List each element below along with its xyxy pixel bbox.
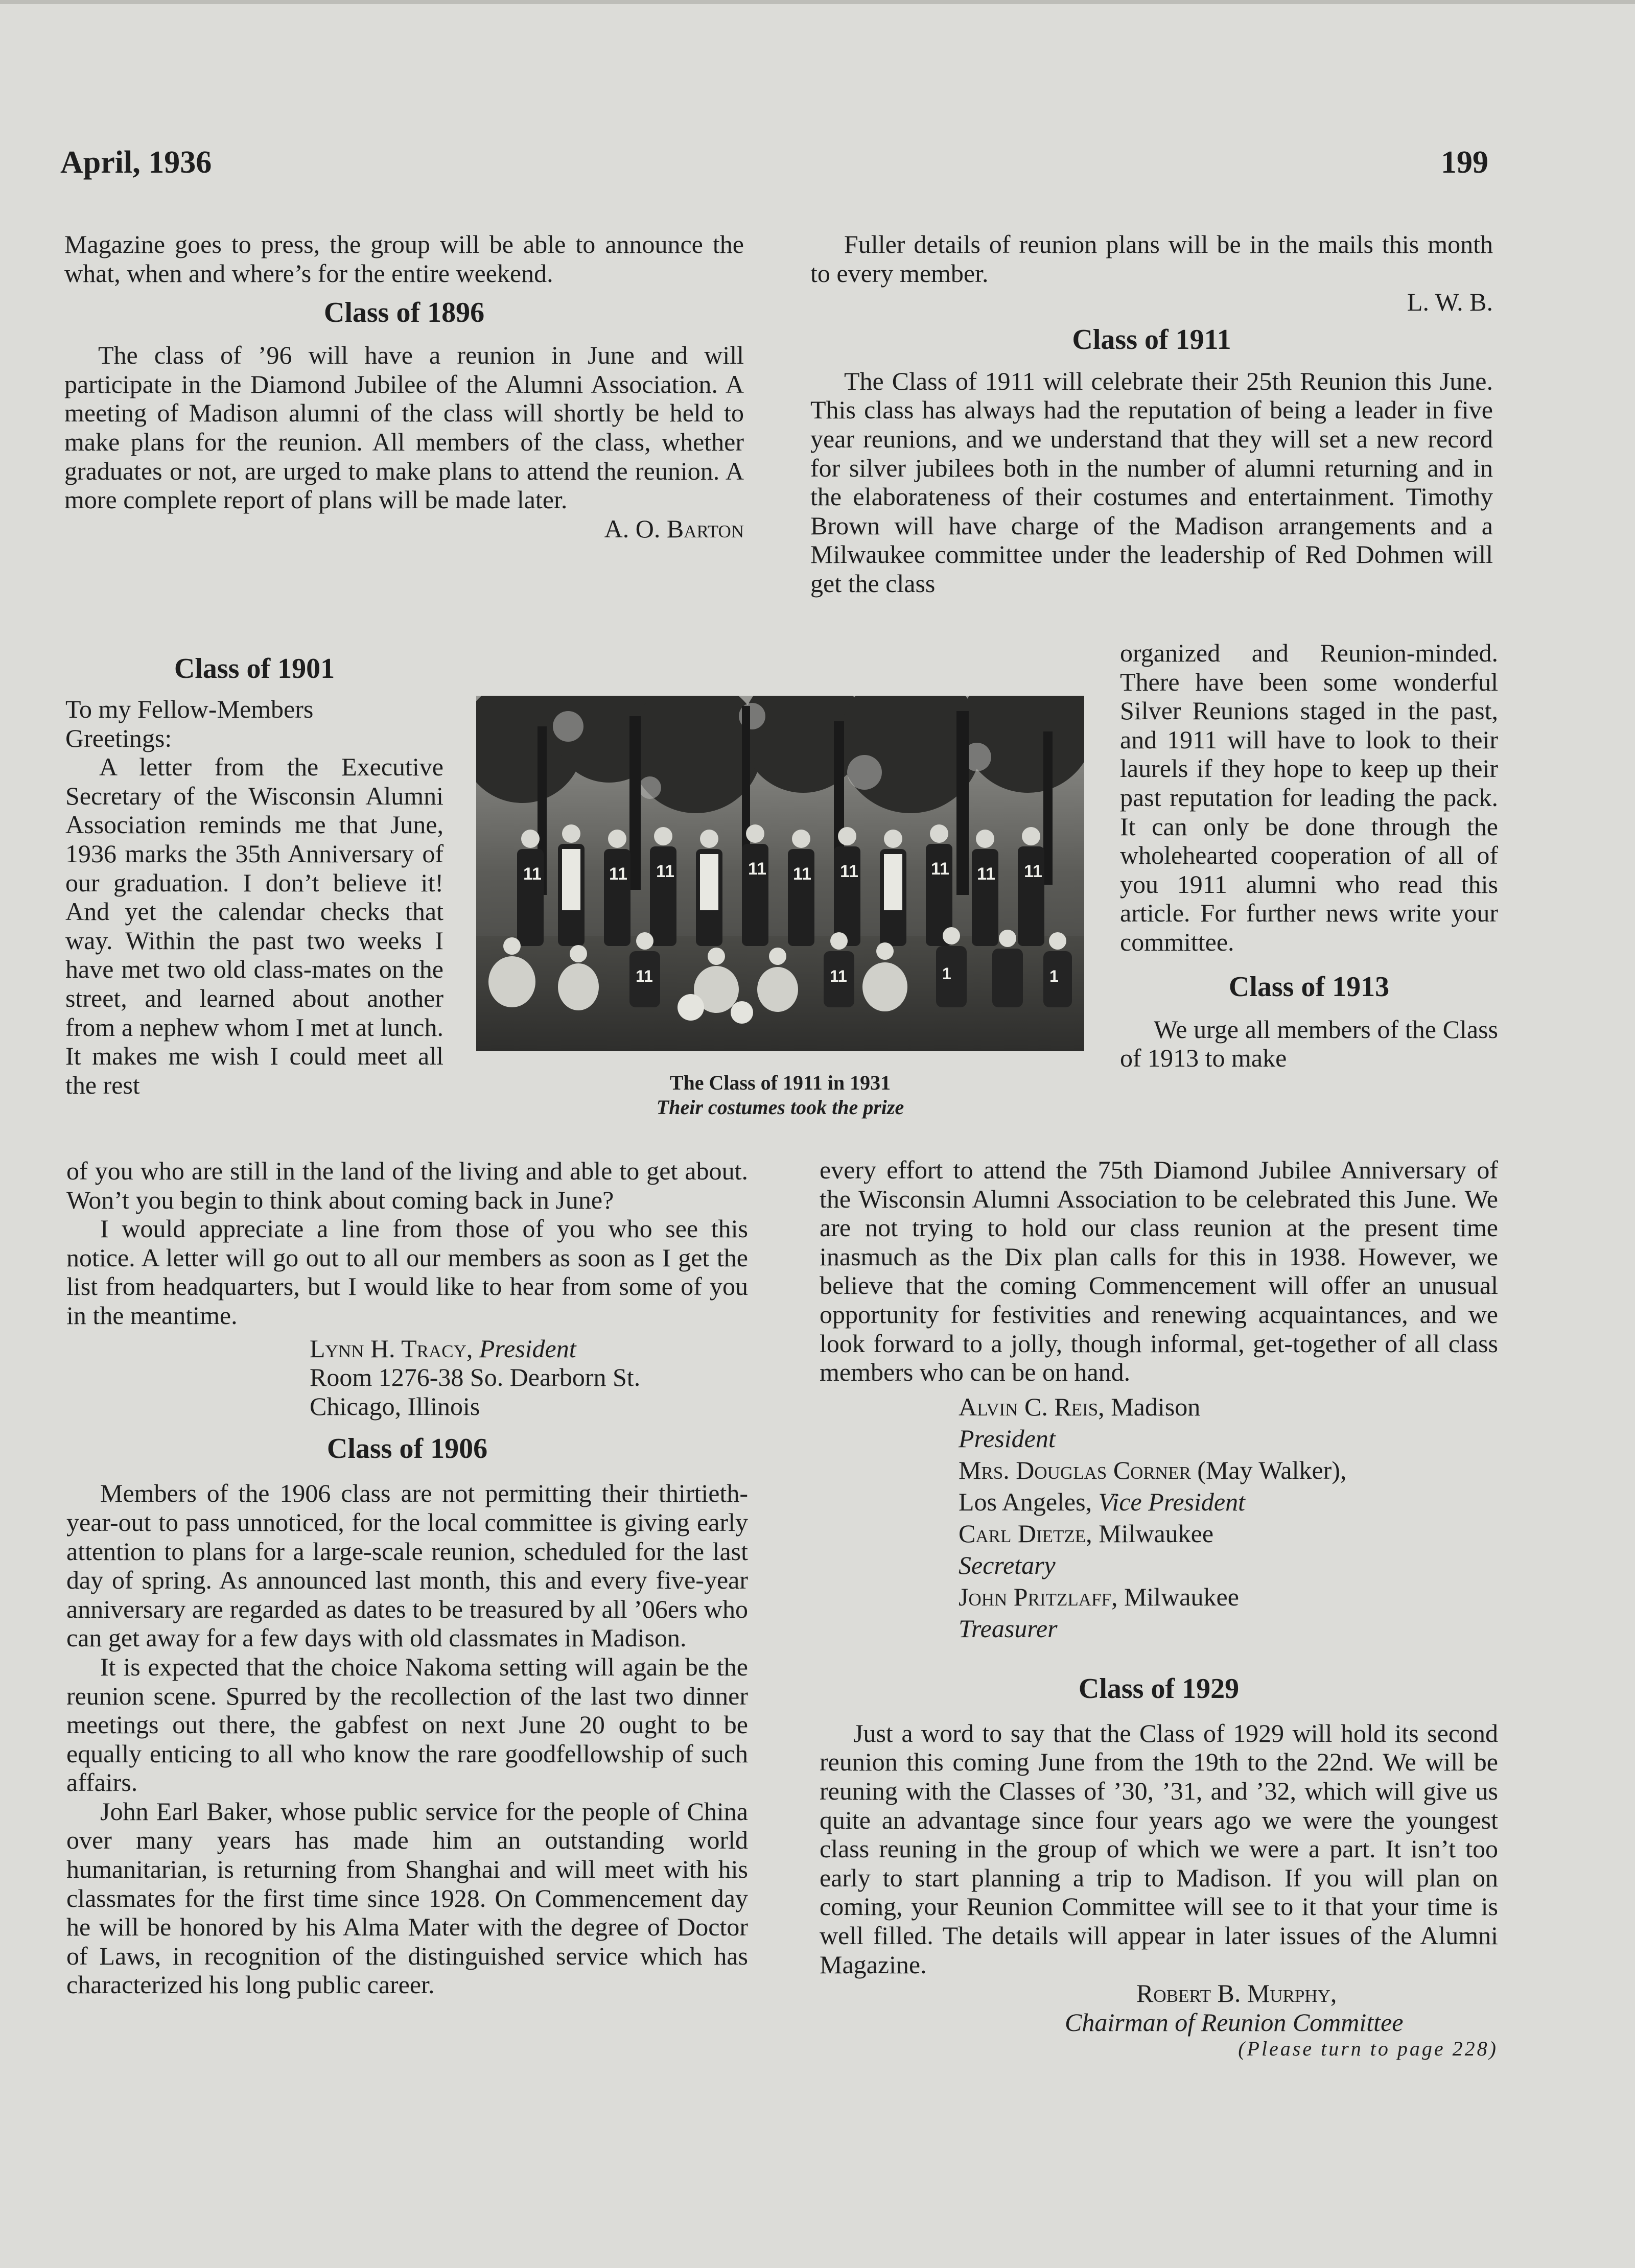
class-1906-para3: John Earl Baker, whose public service for the people of China over many years has made him an outstanding world humanitarian, is returning from Shanghai and will meet with his classmates for the first time since 1928. On Commencement day he will be honored by his Alma Mater with the degree of Doctor of Laws, in recognition of the distinguished service which has characterized his long public career.	[66, 1797, 748, 1999]
class-1911-text: The Class of 1911 will celebrate their 25th Reunion this June. This class has always had the reputation of being a leader in five year reunions, and we understand that they will set a new record for silver jubilees both in the number of alumni returning and in the elaborateness of their costumes and entertainment. Timothy Brown will have charge of the Madison arrangements and a Milwaukee committee under the leadership of Red Dohmen will get the class	[810, 366, 1493, 598]
page-number: 199	[1441, 145, 1488, 180]
svg-text:11: 11	[931, 859, 949, 879]
left-column-bottom	[66, 1156, 748, 1999]
class-1896-body: The class of ’96 will have a reunion in June and will participate in the Diamond Jubilee of the Alumni Association. A meeting of Madison alumni of the class will shortly be held to make plans for the reunion. All members of the class, whether graduates or not, are urged to make plans to attend the reunion. A more complete report of plans will be made later.	[64, 341, 744, 514]
scan-edge	[0, 0, 1635, 4]
class-1906-para2: It is expected that the choice Nakoma setting will again be the reunion scene. Spurred by the recollection of the last two dinner meetings out there, the gabfest on next June 20 ought to be equally enticing to all who know the rare goodfellowship of such affairs.	[66, 1652, 748, 1797]
sig-1929-name: Robert B. Murphy,	[1136, 1979, 1337, 2008]
continued-text-right: Fuller details of reunion plans will be in the mails this month to every member.	[810, 230, 1493, 288]
officer-1-title: President	[959, 1424, 1056, 1453]
svg-text:11: 11	[636, 967, 653, 985]
continued-signature: L. W. B.	[1407, 288, 1493, 317]
officer-2-city: Los Angeles,	[959, 1487, 1092, 1516]
left-column-top	[64, 230, 744, 543]
officer-4-city: Milwaukee	[1124, 1582, 1239, 1611]
class-1896-signature: A. O. Barton	[604, 514, 744, 543]
class-1929-signature	[1065, 1979, 1498, 2037]
officer-2-title: Vice President	[1098, 1487, 1245, 1516]
photo-caption	[476, 1071, 1084, 1120]
svg-text:1: 1	[942, 964, 951, 983]
sig-name: Lynn H. Tracy,	[310, 1334, 473, 1363]
svg-text:11: 11	[656, 862, 674, 881]
class-1913-wrap-text: We urge all members of the Class of 1913 to make	[1120, 1014, 1498, 1073]
svg-text:11: 11	[840, 862, 858, 881]
svg-text:11: 11	[523, 864, 542, 884]
sig-1929-title: Chairman of Reunion Committee	[1065, 2007, 1404, 2037]
officer-3-title: Secretary	[959, 1550, 1056, 1579]
class-1901-full-text: of you who are still in the land of the living and able to get about. Won’t you begin to think about coming back in June?	[66, 1156, 748, 1214]
caption-title: The Class of 1911 in 1931	[669, 1071, 891, 1094]
class-1913-text: every effort to attend the 75th Diamond Jubilee Anniversary of the Wisconsin Alumni Association to be celebrated this June. We are not trying to hold our class reunion at the present time inasmuch as the Dix plan calls for this in 1938. However, we believe that the coming Commencement will offer an unusual opportunity for festivities and renewing acquaintances, and we look forward to a jolly, though informal, get-together of all class members who can be on hand.	[820, 1155, 1498, 1387]
svg-text:11: 11	[609, 864, 627, 884]
caption-subtitle: Their costumes took the prize	[656, 1096, 904, 1119]
officer-4-title: Treasurer	[959, 1614, 1058, 1643]
svg-text:1: 1	[1049, 967, 1059, 985]
class-1911-wrap-text: organized and Reunion-minded. There have been some wonderful Silver Reunions staged in the past, and 1911 will have to look to their laurels if they hope to keep up their past reputation for leading the pack. It can only be done through the wholehearted cooperation of all of you 1911 alumni who read this article. For further news write your committee.	[1120, 639, 1498, 956]
heading-class-1911: Class of 1911	[1072, 323, 1231, 356]
heading-class-1896: Class of 1896	[323, 297, 485, 329]
officer-3-city: Milwaukee	[1099, 1519, 1214, 1548]
class-1901-wrap	[65, 653, 443, 1099]
svg-text:11: 11	[748, 859, 766, 879]
class-1901-signature	[310, 1334, 748, 1421]
class-1906-para1: Members of the 1906 class are not permitting their thirtieth-year-out to pass unnoticed, for the local committee is giving early attention to plans for a large-scale reunion, scheduled for the last day of spring. As announced last month, this and every five-year anniversary are regarded as dates to be treasured by all ’06ers who can get away for a few days with old classmates in Madison.	[66, 1479, 748, 1652]
svg-text:11: 11	[1024, 862, 1042, 881]
right-column-bottom	[820, 1155, 1498, 2061]
officer-3-name: Carl Dietze,	[959, 1519, 1092, 1548]
heading-class-1901: Class of 1901	[174, 653, 335, 684]
class-1901-wrap-text: A letter from the Executive Secretary of the Wisconsin Alumni Association reminds me that June, 1936 marks the 35th Anniversary of our graduation. I don’t believe it! And yet the calendar checks that way. Within the past two weeks I have met two old class-mates on the street, and learned about another from a nephew whom I met at lunch. It makes me wish I could meet all the rest	[65, 752, 443, 1099]
svg-text:11: 11	[793, 864, 811, 884]
svg-text:11: 11	[830, 967, 847, 985]
sig-address-1: Room 1276-38 So. Dearborn St.	[310, 1363, 641, 1392]
class-1901-para2: I would appreciate a line from those of you who see this notice. A letter will go out to all our members as soon as I get the list from headquarters, but I would like to hear from some of you in the meantime.	[66, 1214, 748, 1330]
heading-class-1906: Class of 1906	[326, 1433, 488, 1465]
heading-class-1913: Class of 1913	[1228, 971, 1390, 1003]
class-1913-officers	[959, 1391, 1498, 1644]
turn-page-note: (Please turn to page 228)	[1238, 2037, 1498, 2061]
class-1911-wrap	[1120, 639, 1498, 1073]
right-column-top	[810, 230, 1493, 598]
officer-2-name: Mrs. Douglas Corner	[959, 1455, 1191, 1484]
issue-date: April, 1936	[60, 145, 212, 180]
continued-text: Magazine goes to press, the group will be able to announce the what, when and where’s for the entire weekend.	[64, 230, 744, 288]
class-1901-greeting: Greetings:	[65, 723, 172, 752]
svg-text:11: 11	[977, 864, 995, 884]
officer-4-name: John Pritzlaff,	[959, 1582, 1118, 1611]
class-1929-body: Just a word to say that the Class of 1929 will hold its second reunion this coming June from the 19th to the 22nd. We will be reuning with the Classes of ’30, ’31, and ’32, which will give us quite an advantage since four years ago we were the youngest class reuning in the group of which we were a part. It isn’t too early to start planning a trip to Madison. If you will plan on coming, your Reunion Committee will see to it that your time is well filled. The details will appear in later issues of the Alumni Magazine.	[820, 1718, 1498, 1979]
officer-2-note: (May Walker),	[1197, 1455, 1347, 1484]
class-1911-photo	[476, 696, 1084, 1051]
officer-1-name: Alvin C. Reis,	[959, 1392, 1105, 1421]
heading-class-1929: Class of 1929	[1078, 1672, 1240, 1705]
group-photo-illustration	[476, 696, 1084, 1051]
sig-address-2: Chicago, Illinois	[310, 1391, 480, 1421]
officer-1-city: Madison	[1111, 1392, 1201, 1421]
sig-title: President	[479, 1334, 576, 1363]
class-1901-salutation: To my Fellow-Members	[65, 695, 314, 723]
